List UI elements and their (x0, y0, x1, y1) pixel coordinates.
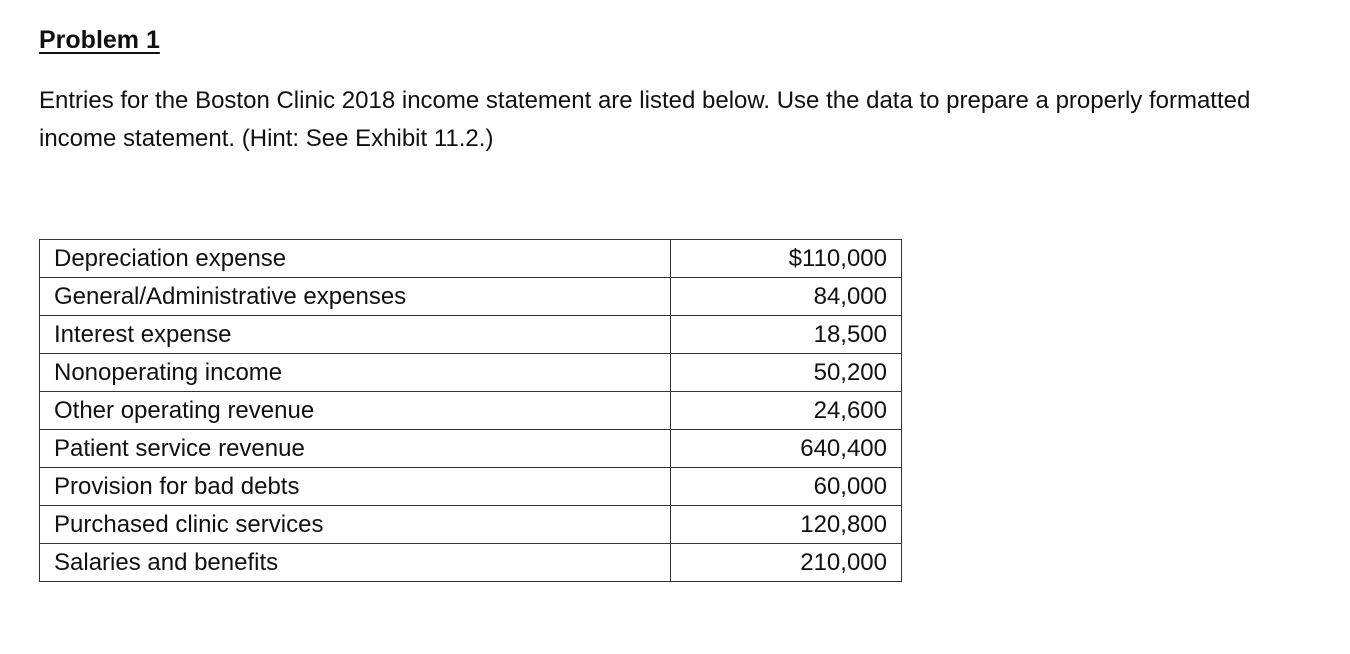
income-statement-entries-table (39, 239, 902, 582)
entry-label: General/Administrative expenses (40, 278, 671, 316)
entry-label: Salaries and benefits (40, 544, 671, 582)
table-row (40, 316, 902, 354)
entry-amount: 18,500 (671, 316, 902, 354)
table-row (40, 544, 902, 582)
entry-amount: 24,600 (671, 392, 902, 430)
entry-amount: 60,000 (671, 468, 902, 506)
entry-label: Interest expense (40, 316, 671, 354)
problem-instructions: Entries for the Boston Clinic 2018 income statement are listed below. Use the data to prepare a properly formatted income statement. (Hint: See Exhibit 11.2.) (39, 87, 1251, 152)
entry-amount: 50,200 (671, 354, 902, 392)
entry-amount: 210,000 (671, 544, 902, 582)
entry-amount: 120,800 (671, 506, 902, 544)
entry-label: Provision for bad debts (40, 468, 671, 506)
table-row (40, 430, 902, 468)
problem-heading: Problem 1 (39, 26, 160, 54)
entry-label: Other operating revenue (40, 392, 671, 430)
entry-amount: 640,400 (671, 430, 902, 468)
entry-amount: $110,000 (671, 240, 902, 278)
table-row (40, 468, 902, 506)
entry-label: Patient service revenue (40, 430, 671, 468)
table-row (40, 392, 902, 430)
table-row (40, 278, 902, 316)
entry-label: Nonoperating income (40, 354, 671, 392)
table-row (40, 506, 902, 544)
entry-label: Purchased clinic services (40, 506, 671, 544)
entry-amount: 84,000 (671, 278, 902, 316)
table-row (40, 354, 902, 392)
table-row (40, 240, 902, 278)
entry-label: Depreciation expense (40, 240, 671, 278)
